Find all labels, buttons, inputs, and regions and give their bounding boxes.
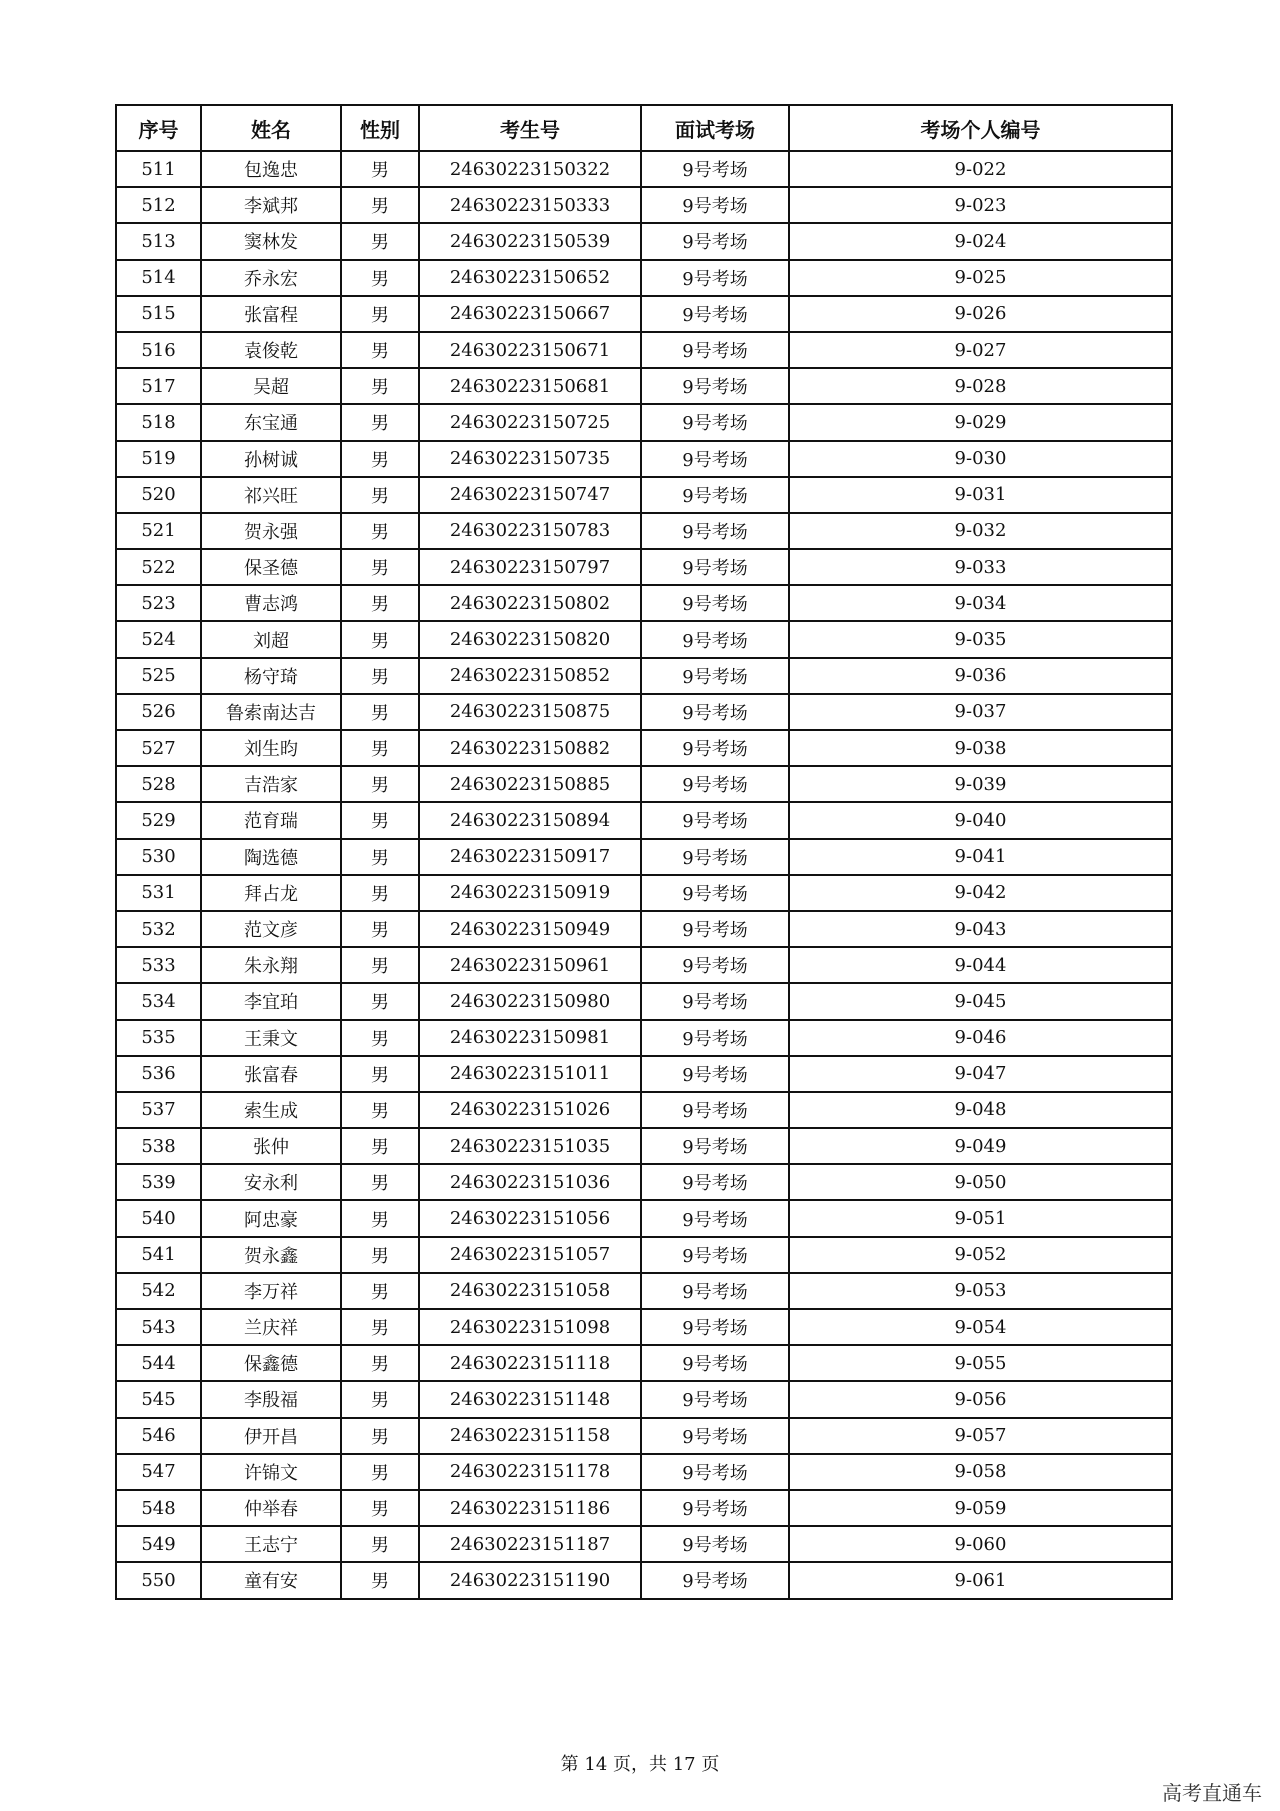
cell-seq: 531 <box>116 875 201 911</box>
cell-code: 9-043 <box>789 911 1172 947</box>
table-row <box>116 1273 1172 1309</box>
cell-code: 9-048 <box>789 1092 1172 1128</box>
cell-gender: 男 <box>341 1309 419 1345</box>
table-row <box>116 911 1172 947</box>
table-row <box>116 1200 1172 1236</box>
cell-code: 9-038 <box>789 730 1172 766</box>
cell-room: 9号考场 <box>641 1526 789 1562</box>
cell-name: 贺永鑫 <box>201 1237 341 1273</box>
cell-room: 9号考场 <box>641 983 789 1019</box>
cell-room: 9号考场 <box>641 1345 789 1381</box>
header-exam-id: 考生号 <box>419 105 641 151</box>
cell-name: 吴超 <box>201 368 341 404</box>
table-row <box>116 839 1172 875</box>
cell-code: 9-050 <box>789 1164 1172 1200</box>
cell-gender: 男 <box>341 1128 419 1164</box>
table-row <box>116 1526 1172 1562</box>
cell-code: 9-047 <box>789 1056 1172 1092</box>
cell-name: 祁兴旺 <box>201 477 341 513</box>
cell-name: 范育瑞 <box>201 802 341 838</box>
cell-name: 曹志鸿 <box>201 585 341 621</box>
cell-gender: 男 <box>341 549 419 585</box>
cell-exam-id: 24630223151011 <box>419 1056 641 1092</box>
cell-gender: 男 <box>341 151 419 187</box>
cell-name: 兰庆祥 <box>201 1309 341 1345</box>
cell-room: 9号考场 <box>641 730 789 766</box>
cell-exam-id: 24630223150539 <box>419 223 641 259</box>
table-body <box>116 151 1172 1599</box>
cell-code: 9-033 <box>789 549 1172 585</box>
table-row <box>116 802 1172 838</box>
table-row <box>116 983 1172 1019</box>
cell-room: 9号考场 <box>641 766 789 802</box>
cell-exam-id: 24630223151118 <box>419 1345 641 1381</box>
cell-seq: 519 <box>116 441 201 477</box>
cell-code: 9-022 <box>789 151 1172 187</box>
cell-name: 李斌邦 <box>201 187 341 223</box>
cell-seq: 529 <box>116 802 201 838</box>
cell-code: 9-051 <box>789 1200 1172 1236</box>
cell-room: 9号考场 <box>641 1309 789 1345</box>
table-row <box>116 477 1172 513</box>
table-row <box>116 1020 1172 1056</box>
cell-code: 9-040 <box>789 802 1172 838</box>
cell-code: 9-054 <box>789 1309 1172 1345</box>
cell-code: 9-031 <box>789 477 1172 513</box>
cell-exam-id: 24630223151190 <box>419 1562 641 1598</box>
cell-exam-id: 24630223150852 <box>419 658 641 694</box>
cell-gender: 男 <box>341 1056 419 1092</box>
cell-gender: 男 <box>341 802 419 838</box>
cell-code: 9-026 <box>789 296 1172 332</box>
cell-name: 袁俊乾 <box>201 332 341 368</box>
cell-seq: 540 <box>116 1200 201 1236</box>
cell-room: 9号考场 <box>641 1200 789 1236</box>
cell-room: 9号考场 <box>641 151 789 187</box>
cell-name: 孙树诚 <box>201 441 341 477</box>
table-row <box>116 187 1172 223</box>
table-header-row <box>116 105 1172 151</box>
table-row <box>116 947 1172 983</box>
cell-gender: 男 <box>341 260 419 296</box>
cell-exam-id: 24630223150949 <box>419 911 641 947</box>
cell-name: 拜占龙 <box>201 875 341 911</box>
cell-room: 9号考场 <box>641 1381 789 1417</box>
cell-exam-id: 24630223150667 <box>419 296 641 332</box>
cell-room: 9号考场 <box>641 839 789 875</box>
cell-code: 9-045 <box>789 983 1172 1019</box>
cell-seq: 539 <box>116 1164 201 1200</box>
cell-code: 9-034 <box>789 585 1172 621</box>
cell-code: 9-023 <box>789 187 1172 223</box>
cell-gender: 男 <box>341 875 419 911</box>
cell-seq: 524 <box>116 621 201 657</box>
cell-code: 9-036 <box>789 658 1172 694</box>
cell-seq: 541 <box>116 1237 201 1273</box>
cell-seq: 511 <box>116 151 201 187</box>
table-row <box>116 1164 1172 1200</box>
cell-room: 9号考场 <box>641 296 789 332</box>
cell-room: 9号考场 <box>641 1237 789 1273</box>
cell-gender: 男 <box>341 1454 419 1490</box>
cell-name: 范文彦 <box>201 911 341 947</box>
cell-exam-id: 24630223150885 <box>419 766 641 802</box>
cell-name: 张富春 <box>201 1056 341 1092</box>
cell-gender: 男 <box>341 368 419 404</box>
cell-gender: 男 <box>341 441 419 477</box>
cell-seq: 520 <box>116 477 201 513</box>
table-row <box>116 730 1172 766</box>
table-row <box>116 1092 1172 1128</box>
cell-name: 保鑫德 <box>201 1345 341 1381</box>
cell-name: 贺永强 <box>201 513 341 549</box>
cell-code: 9-060 <box>789 1526 1172 1562</box>
cell-gender: 男 <box>341 332 419 368</box>
cell-gender: 男 <box>341 1345 419 1381</box>
cell-seq: 514 <box>116 260 201 296</box>
cell-exam-id: 24630223150747 <box>419 477 641 513</box>
cell-name: 张仲 <box>201 1128 341 1164</box>
cell-code: 9-032 <box>789 513 1172 549</box>
cell-name: 伊开昌 <box>201 1418 341 1454</box>
cell-room: 9号考场 <box>641 260 789 296</box>
cell-gender: 男 <box>341 1562 419 1598</box>
header-room: 面试考场 <box>641 105 789 151</box>
cell-code: 9-037 <box>789 694 1172 730</box>
table-row <box>116 368 1172 404</box>
cell-exam-id: 24630223150322 <box>419 151 641 187</box>
cell-code: 9-052 <box>789 1237 1172 1273</box>
cell-exam-id: 24630223150783 <box>419 513 641 549</box>
cell-room: 9号考场 <box>641 1562 789 1598</box>
cell-seq: 528 <box>116 766 201 802</box>
header-gender: 性别 <box>341 105 419 151</box>
cell-code: 9-049 <box>789 1128 1172 1164</box>
cell-gender: 男 <box>341 947 419 983</box>
cell-name: 保圣德 <box>201 549 341 585</box>
table-row <box>116 296 1172 332</box>
cell-gender: 男 <box>341 477 419 513</box>
cell-exam-id: 24630223151056 <box>419 1200 641 1236</box>
cell-exam-id: 24630223151026 <box>419 1092 641 1128</box>
table-row <box>116 260 1172 296</box>
cell-seq: 546 <box>116 1418 201 1454</box>
cell-gender: 男 <box>341 1381 419 1417</box>
cell-gender: 男 <box>341 585 419 621</box>
cell-room: 9号考场 <box>641 187 789 223</box>
cell-exam-id: 24630223151186 <box>419 1490 641 1526</box>
cell-name: 阿忠豪 <box>201 1200 341 1236</box>
table-row <box>116 694 1172 730</box>
cell-name: 刘生昀 <box>201 730 341 766</box>
table-row <box>116 1381 1172 1417</box>
cell-gender: 男 <box>341 1490 419 1526</box>
table-row <box>116 1345 1172 1381</box>
header-code: 考场个人编号 <box>789 105 1172 151</box>
cell-gender: 男 <box>341 730 419 766</box>
cell-name: 王志宁 <box>201 1526 341 1562</box>
cell-seq: 550 <box>116 1562 201 1598</box>
cell-gender: 男 <box>341 1237 419 1273</box>
table-row <box>116 441 1172 477</box>
cell-name: 乔永宏 <box>201 260 341 296</box>
cell-seq: 543 <box>116 1309 201 1345</box>
cell-exam-id: 24630223150652 <box>419 260 641 296</box>
cell-exam-id: 24630223150735 <box>419 441 641 477</box>
cell-seq: 518 <box>116 404 201 440</box>
cell-room: 9号考场 <box>641 404 789 440</box>
cell-code: 9-044 <box>789 947 1172 983</box>
table-row <box>116 1562 1172 1598</box>
cell-exam-id: 24630223150917 <box>419 839 641 875</box>
cell-name: 仲举春 <box>201 1490 341 1526</box>
cell-seq: 530 <box>116 839 201 875</box>
cell-exam-id: 24630223150980 <box>419 983 641 1019</box>
cell-code: 9-056 <box>789 1381 1172 1417</box>
cell-code: 9-029 <box>789 404 1172 440</box>
cell-room: 9号考场 <box>641 911 789 947</box>
table-row <box>116 549 1172 585</box>
cell-code: 9-041 <box>789 839 1172 875</box>
cell-seq: 534 <box>116 983 201 1019</box>
cell-seq: 536 <box>116 1056 201 1092</box>
cell-name: 李万祥 <box>201 1273 341 1309</box>
header-name: 姓名 <box>201 105 341 151</box>
cell-room: 9号考场 <box>641 368 789 404</box>
cell-gender: 男 <box>341 1092 419 1128</box>
cell-gender: 男 <box>341 983 419 1019</box>
cell-room: 9号考场 <box>641 585 789 621</box>
cell-exam-id: 24630223151187 <box>419 1526 641 1562</box>
cell-code: 9-042 <box>789 875 1172 911</box>
interview-roster-table <box>115 104 1173 1600</box>
cell-room: 9号考场 <box>641 332 789 368</box>
cell-room: 9号考场 <box>641 621 789 657</box>
cell-name: 朱永翔 <box>201 947 341 983</box>
cell-code: 9-046 <box>789 1020 1172 1056</box>
cell-room: 9号考场 <box>641 1454 789 1490</box>
cell-code: 9-027 <box>789 332 1172 368</box>
cell-seq: 513 <box>116 223 201 259</box>
cell-exam-id: 24630223151178 <box>419 1454 641 1490</box>
table-row <box>116 1454 1172 1490</box>
cell-name: 索生成 <box>201 1092 341 1128</box>
cell-seq: 535 <box>116 1020 201 1056</box>
table-row <box>116 1418 1172 1454</box>
cell-gender: 男 <box>341 911 419 947</box>
cell-code: 9-058 <box>789 1454 1172 1490</box>
cell-name: 东宝通 <box>201 404 341 440</box>
table-row <box>116 766 1172 802</box>
cell-name: 杨守琦 <box>201 658 341 694</box>
cell-room: 9号考场 <box>641 802 789 838</box>
table-row <box>116 513 1172 549</box>
cell-seq: 542 <box>116 1273 201 1309</box>
cell-seq: 526 <box>116 694 201 730</box>
cell-name: 鲁索南达吉 <box>201 694 341 730</box>
cell-exam-id: 24630223151035 <box>419 1128 641 1164</box>
cell-room: 9号考场 <box>641 1273 789 1309</box>
cell-seq: 538 <box>116 1128 201 1164</box>
cell-exam-id: 24630223150725 <box>419 404 641 440</box>
cell-code: 9-055 <box>789 1345 1172 1381</box>
cell-name: 窦林发 <box>201 223 341 259</box>
cell-exam-id: 24630223150894 <box>419 802 641 838</box>
cell-code: 9-025 <box>789 260 1172 296</box>
cell-name: 刘超 <box>201 621 341 657</box>
cell-room: 9号考场 <box>641 694 789 730</box>
cell-seq: 523 <box>116 585 201 621</box>
cell-gender: 男 <box>341 766 419 802</box>
cell-room: 9号考场 <box>641 1092 789 1128</box>
cell-room: 9号考场 <box>641 549 789 585</box>
cell-room: 9号考场 <box>641 1164 789 1200</box>
cell-room: 9号考场 <box>641 477 789 513</box>
cell-name: 童有安 <box>201 1562 341 1598</box>
cell-room: 9号考场 <box>641 875 789 911</box>
cell-exam-id: 24630223150882 <box>419 730 641 766</box>
cell-exam-id: 24630223151036 <box>419 1164 641 1200</box>
cell-seq: 532 <box>116 911 201 947</box>
cell-seq: 516 <box>116 332 201 368</box>
cell-gender: 男 <box>341 187 419 223</box>
table-row <box>116 875 1172 911</box>
cell-exam-id: 24630223150981 <box>419 1020 641 1056</box>
table-row <box>116 151 1172 187</box>
cell-gender: 男 <box>341 694 419 730</box>
cell-name: 李宜珀 <box>201 983 341 1019</box>
cell-name: 包逸忠 <box>201 151 341 187</box>
cell-name: 陶选德 <box>201 839 341 875</box>
cell-code: 9-053 <box>789 1273 1172 1309</box>
cell-name: 张富程 <box>201 296 341 332</box>
cell-name: 李殷福 <box>201 1381 341 1417</box>
table-row <box>116 223 1172 259</box>
cell-seq: 547 <box>116 1454 201 1490</box>
cell-room: 9号考场 <box>641 1490 789 1526</box>
cell-name: 王秉文 <box>201 1020 341 1056</box>
header-seq: 序号 <box>116 105 201 151</box>
cell-exam-id: 24630223150797 <box>419 549 641 585</box>
cell-room: 9号考场 <box>641 223 789 259</box>
cell-seq: 544 <box>116 1345 201 1381</box>
cell-seq: 533 <box>116 947 201 983</box>
cell-gender: 男 <box>341 1164 419 1200</box>
cell-room: 9号考场 <box>641 1020 789 1056</box>
cell-seq: 527 <box>116 730 201 766</box>
cell-gender: 男 <box>341 223 419 259</box>
cell-room: 9号考场 <box>641 1056 789 1092</box>
cell-seq: 522 <box>116 549 201 585</box>
cell-code: 9-024 <box>789 223 1172 259</box>
cell-gender: 男 <box>341 1200 419 1236</box>
cell-exam-id: 24630223150961 <box>419 947 641 983</box>
cell-exam-id: 24630223151148 <box>419 1381 641 1417</box>
cell-gender: 男 <box>341 658 419 694</box>
cell-code: 9-035 <box>789 621 1172 657</box>
cell-exam-id: 24630223150802 <box>419 585 641 621</box>
cell-room: 9号考场 <box>641 947 789 983</box>
table-row <box>116 1309 1172 1345</box>
cell-exam-id: 24630223150919 <box>419 875 641 911</box>
watermark-text: 高考直通车 <box>1162 1781 1262 1805</box>
table-row <box>116 621 1172 657</box>
cell-seq: 517 <box>116 368 201 404</box>
cell-gender: 男 <box>341 296 419 332</box>
cell-name: 许锦文 <box>201 1454 341 1490</box>
cell-code: 9-039 <box>789 766 1172 802</box>
cell-gender: 男 <box>341 621 419 657</box>
table-row <box>116 404 1172 440</box>
cell-exam-id: 24630223151158 <box>419 1418 641 1454</box>
table-row <box>116 658 1172 694</box>
cell-exam-id: 24630223150681 <box>419 368 641 404</box>
cell-code: 9-028 <box>789 368 1172 404</box>
cell-gender: 男 <box>341 404 419 440</box>
cell-gender: 男 <box>341 1020 419 1056</box>
cell-code: 9-030 <box>789 441 1172 477</box>
table-row <box>116 1128 1172 1164</box>
table-row <box>116 585 1172 621</box>
cell-seq: 549 <box>116 1526 201 1562</box>
cell-room: 9号考场 <box>641 1418 789 1454</box>
table-row <box>116 1490 1172 1526</box>
cell-gender: 男 <box>341 1526 419 1562</box>
cell-code: 9-057 <box>789 1418 1172 1454</box>
cell-seq: 521 <box>116 513 201 549</box>
cell-exam-id: 24630223151058 <box>419 1273 641 1309</box>
table-row <box>116 332 1172 368</box>
cell-gender: 男 <box>341 1418 419 1454</box>
cell-room: 9号考场 <box>641 441 789 477</box>
table-row <box>116 1237 1172 1273</box>
cell-code: 9-061 <box>789 1562 1172 1598</box>
cell-exam-id: 24630223150671 <box>419 332 641 368</box>
cell-exam-id: 24630223150875 <box>419 694 641 730</box>
cell-seq: 515 <box>116 296 201 332</box>
cell-gender: 男 <box>341 839 419 875</box>
cell-exam-id: 24630223150333 <box>419 187 641 223</box>
cell-gender: 男 <box>341 513 419 549</box>
cell-seq: 548 <box>116 1490 201 1526</box>
cell-room: 9号考场 <box>641 658 789 694</box>
cell-seq: 545 <box>116 1381 201 1417</box>
cell-gender: 男 <box>341 1273 419 1309</box>
cell-name: 安永利 <box>201 1164 341 1200</box>
cell-seq: 525 <box>116 658 201 694</box>
table-row <box>116 1056 1172 1092</box>
cell-seq: 537 <box>116 1092 201 1128</box>
cell-seq: 512 <box>116 187 201 223</box>
cell-code: 9-059 <box>789 1490 1172 1526</box>
cell-exam-id: 24630223151057 <box>419 1237 641 1273</box>
cell-room: 9号考场 <box>641 1128 789 1164</box>
cell-room: 9号考场 <box>641 513 789 549</box>
cell-exam-id: 24630223150820 <box>419 621 641 657</box>
cell-exam-id: 24630223151098 <box>419 1309 641 1345</box>
cell-name: 吉浩家 <box>201 766 341 802</box>
page-number: 第 14 页，共 17 页 <box>560 1754 720 1775</box>
